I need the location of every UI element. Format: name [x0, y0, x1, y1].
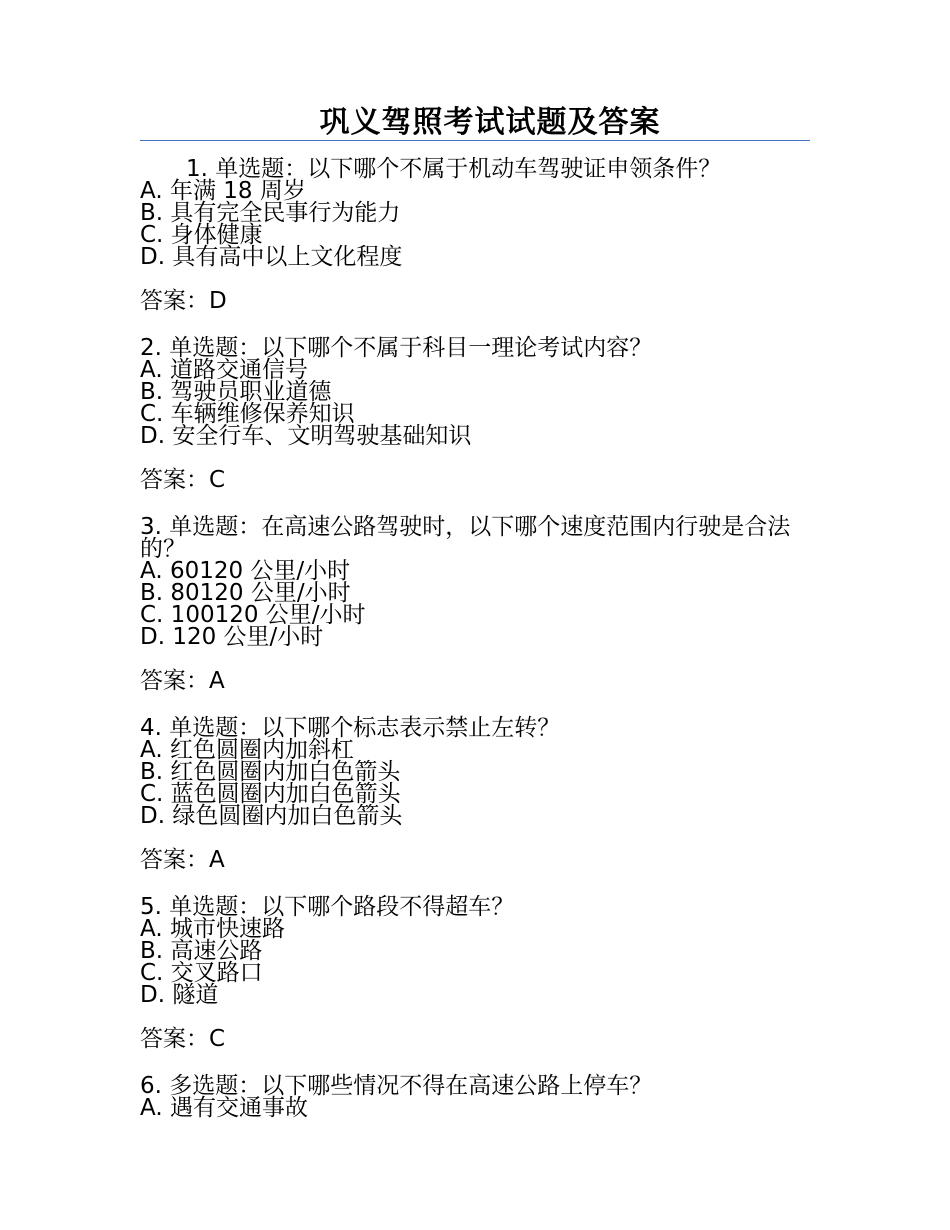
- option-a: A. 道路交通信号: [140, 357, 308, 383]
- question-4: [140, 717, 800, 871]
- option-c: C. 车辆维修保养知识: [140, 401, 355, 427]
- question-stem: 6. 多选题：以下哪些情况不得在高速公路上停车？: [140, 1073, 653, 1099]
- question-1: [140, 158, 800, 312]
- option-b: B. 驾驶员职业道德: [140, 379, 332, 405]
- option-b: B. 80120 公里/小时: [140, 580, 351, 606]
- title-underline: [140, 140, 810, 141]
- option-c: C. 100120 公里/小时: [140, 602, 366, 628]
- answer-line: 答案：D: [140, 288, 227, 314]
- question-2: [140, 337, 800, 491]
- question-stem: 4. 单选题：以下哪个标志表示禁止左转？: [140, 715, 561, 741]
- option-d: D. 安全行车、文明驾驶基础知识: [140, 423, 472, 449]
- option-a: A. 年满 18 周岁: [140, 178, 306, 204]
- option-a: A. 60120 公里/小时: [140, 558, 351, 584]
- question-stem: 2. 单选题：以下哪个不属于科目一理论考试内容？: [140, 335, 653, 361]
- option-c: C. 身体健康: [140, 222, 263, 248]
- question-stem: 3. 单选题：在高速公路驾驶时，以下哪个速度范围内行驶是合法的？: [140, 514, 791, 562]
- question-5: [140, 896, 800, 1050]
- option-d: D. 具有高中以上文化程度: [140, 244, 403, 270]
- option-b: B. 高速公路: [140, 938, 263, 964]
- option-b: B. 具有完全民事行为能力: [140, 200, 401, 226]
- question-6: [140, 1075, 800, 1119]
- answer-line: 答案：A: [140, 847, 225, 873]
- answer-line: 答案：C: [140, 467, 226, 493]
- option-a: A. 遇有交通事故: [140, 1095, 308, 1121]
- question-list: [140, 158, 800, 1144]
- option-d: D. 隧道: [140, 982, 219, 1008]
- option-d: D. 120 公里/小时: [140, 624, 324, 650]
- option-c: C. 蓝色圆圈内加白色箭头: [140, 781, 401, 807]
- question-3: [140, 516, 800, 692]
- question-stem: 5. 单选题：以下哪个路段不得超车？: [140, 894, 515, 920]
- option-a: A. 城市快速路: [140, 916, 285, 942]
- document-title: 巩义驾照考试试题及答案: [319, 105, 661, 140]
- option-d: D. 绿色圆圈内加白色箭头: [140, 803, 403, 829]
- answer-line: 答案：C: [140, 1026, 226, 1052]
- option-a: A. 红色圆圈内加斜杠: [140, 737, 354, 763]
- answer-line: 答案：A: [140, 668, 225, 694]
- option-b: B. 红色圆圈内加白色箭头: [140, 759, 401, 785]
- option-c: C. 交叉路口: [140, 960, 263, 986]
- question-stem: 1. 单选题：以下哪个不属于机动车驾驶证申领条件？: [186, 156, 722, 182]
